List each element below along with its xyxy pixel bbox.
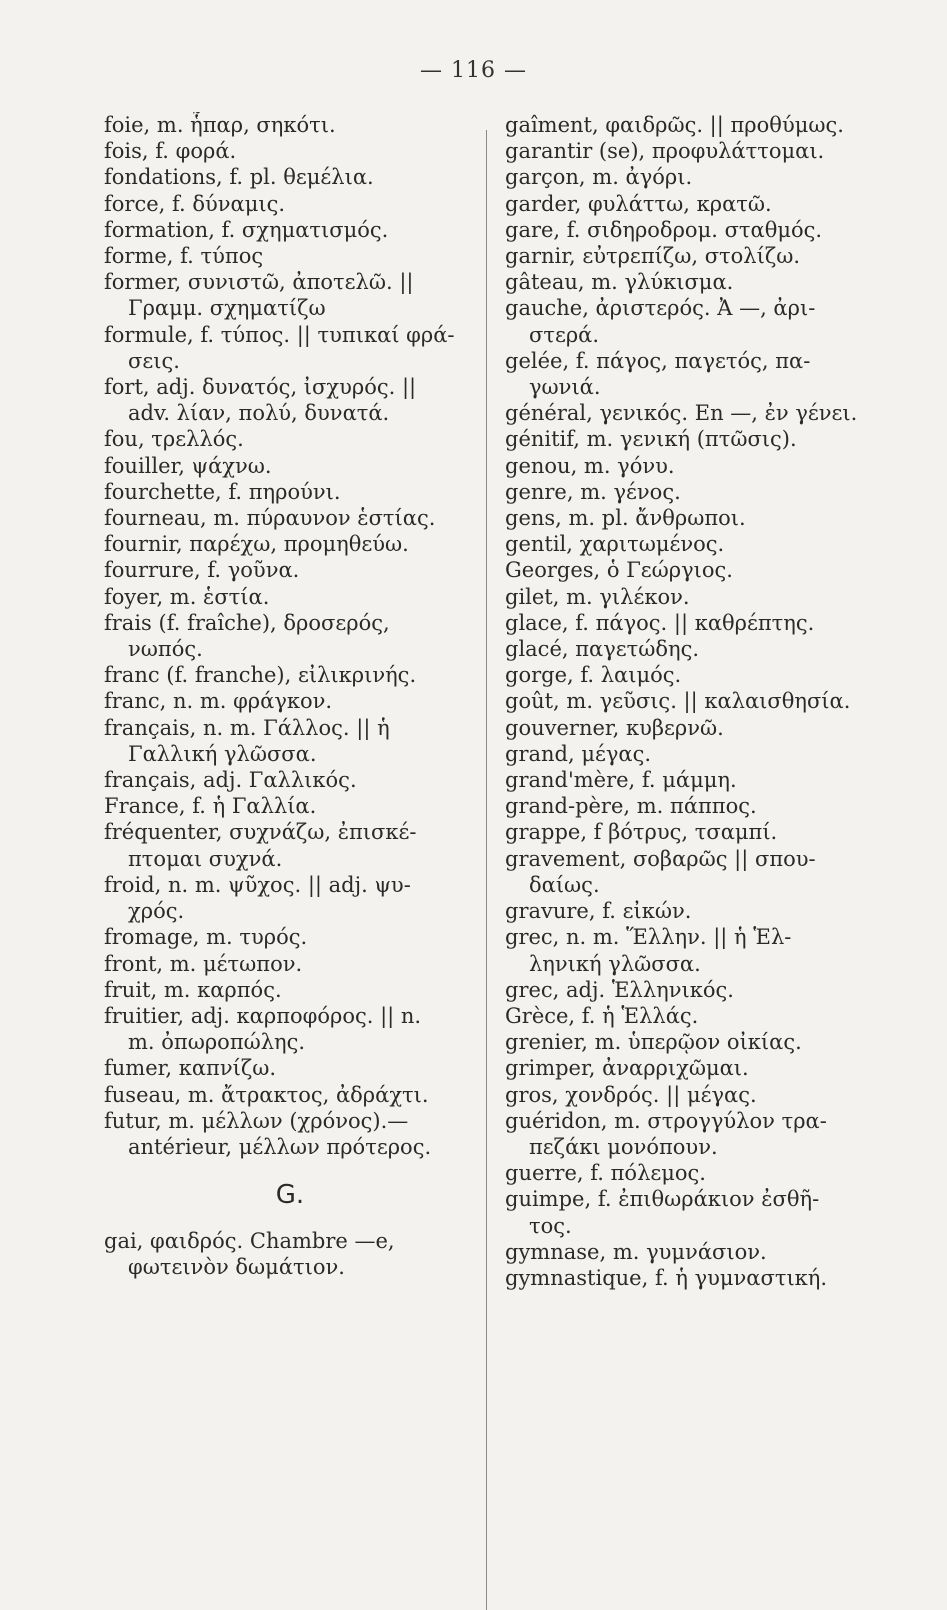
dictionary-line: fois, f. φορά. (104, 139, 237, 164)
dictionary-line: glacé, παγετώδης. (505, 637, 700, 662)
dictionary-line: grappe, f βότρυς, τσαμπί. (505, 820, 778, 845)
dictionary-line: gravement, σοβαρῶς || σπου- (505, 846, 816, 871)
dictionary-line: gymnase, m. γυμνάσιον. (505, 1239, 767, 1264)
dictionary-line: froid, n. m. ψῦχος. || adj. ψυ- (104, 872, 411, 897)
dictionary-line: δαίως. (529, 872, 600, 897)
dictionary-line: gentil, χαριτωμένος. (505, 532, 725, 557)
dictionary-line: foyer, m. ἑστία. (104, 584, 270, 609)
dictionary-line: gouverner, κυβερνῶ. (505, 715, 724, 740)
dictionary-line: garantir (se), προφυλάττομαι. (505, 139, 825, 164)
dictionary-line: φωτεινὸν δωμάτιον. (128, 1255, 345, 1280)
dictionary-line: gare, f. σιδηροδρομ. σταθμός. (505, 217, 823, 242)
right-column (505, 112, 881, 1291)
left-entries (104, 112, 476, 1160)
dictionary-line: guimpe, f. ἐπιθωράκιον ἐσθῆ- (505, 1187, 820, 1212)
dictionary-line: goût, m. γεῦσις. || καλαισθησία. (505, 689, 851, 714)
dictionary-line: ληνική γλῶσσα. (529, 951, 701, 976)
dictionary-line: guéridon, m. στρογγύλον τρα- (505, 1108, 827, 1133)
dictionary-line: adv. λίαν, πολύ, δυνατά. (128, 401, 390, 426)
dictionary-line: français, n. m. Γάλλος. || ἡ (104, 715, 390, 740)
dictionary-line: garnir, εὐτρεπίζω, στολίζω. (505, 244, 801, 269)
dictionary-line: grand'mère, f. μάμμη. (505, 768, 737, 793)
dictionary-line: force, f. δύναμις. (104, 191, 286, 216)
dictionary-line: fouiller, ψάχνω. (104, 453, 272, 478)
dictionary-line: français, adj. Γαλλικός. (104, 768, 357, 793)
dictionary-line: fourneau, m. πύραυνον ἑστίας. (104, 506, 436, 531)
dictionary-line: νωπός. (128, 637, 203, 662)
dictionary-line: gens, m. pl. ἄνθρωποι. (505, 506, 746, 531)
dictionary-line: fruitier, adj. καρποφόρος. || n. (104, 1003, 422, 1028)
dictionary-line: gymnastique, f. ἡ γυμναστική. (505, 1265, 828, 1290)
dictionary-line: gelée, f. πάγος, παγετός, πα- (505, 348, 811, 373)
dictionary-line: grec, n. m. Ἕλλην. || ἡ Ἑλ- (505, 925, 792, 950)
dictionary-line: franc, n. m. φράγκον. (104, 689, 333, 714)
column-divider (486, 130, 487, 1610)
left-column (104, 112, 476, 1281)
dictionary-line: gâteau, m. γλύκισμα. (505, 270, 734, 295)
dictionary-line: χρός. (128, 899, 185, 924)
dictionary-line: garder, φυλάττω, κρατῶ. (505, 191, 772, 216)
dictionary-line: fou, τρελλός. (104, 427, 244, 452)
page-number: — 116 — (420, 58, 527, 83)
dictionary-line: genou, m. γόνυ. (505, 453, 675, 478)
dictionary-line: franc (f. franche), εἰλικρινής. (104, 663, 417, 688)
dictionary-line: πεζάκι μονόπουν. (529, 1134, 718, 1159)
left-entries-after-section (104, 1228, 476, 1280)
dictionary-line: Georges, ὁ Γεώργιος. (505, 558, 733, 583)
dictionary-line: fruit, m. καρπός. (104, 977, 282, 1002)
dictionary-line: γωνιά. (529, 375, 601, 400)
dictionary-line: général, γενικός. En —, ἐν γένει. (505, 401, 858, 426)
dictionary-line: France, f. ἡ Γαλλία. (104, 794, 317, 819)
dictionary-line: futur, m. μέλλων (χρόνος).— (104, 1108, 409, 1133)
dictionary-line: στερά. (529, 322, 600, 347)
dictionary-line: fromage, m. τυρός. (104, 925, 308, 950)
dictionary-line: Γραμμ. σχηματίζω (128, 296, 326, 321)
dictionary-line: genre, m. γένος. (505, 479, 681, 504)
dictionary-line: fourrure, f. γοῦνα. (104, 558, 300, 583)
dictionary-line: gauche, ἀριστερός. Ἀ —, ἀρι- (505, 296, 816, 321)
dictionary-line: gai, φαιδρός. Chambre —e, (104, 1229, 395, 1254)
dictionary-line: fort, adj. δυνατός, ἰσχυρός. || (104, 375, 417, 400)
dictionary-line: gravure, f. εἰκών. (505, 899, 692, 924)
dictionary-line: m. ὀπωροπώλης. (128, 1030, 306, 1055)
dictionary-line: fuseau, m. ἄτρακτος, ἀδράχτι. (104, 1082, 429, 1107)
dictionary-line: fourchette, f. πηρούνι. (104, 479, 341, 504)
dictionary-line: frais (f. fraîche), δροσερός, (104, 610, 390, 635)
dictionary-line: grand-père, m. πάππος. (505, 794, 757, 819)
dictionary-line: forme, f. τύπος (104, 244, 264, 269)
dictionary-line: gros, χονδρός. || μέγας. (505, 1082, 757, 1107)
dictionary-line: τος. (529, 1213, 572, 1238)
dictionary-line: fréquenter, συχνάζω, ἐπισκέ- (104, 820, 417, 845)
section-letter-heading: G. (275, 1180, 305, 1211)
dictionary-line: grenier, m. ὑπερῷον οἰκίας. (505, 1030, 802, 1055)
dictionary-line: σεις. (128, 348, 180, 373)
dictionary-line: gaîment, φαιδρῶς. || προθύμως. (505, 113, 844, 137)
dictionary-line: glace, f. πάγος. || καθρέπτης. (505, 610, 815, 635)
dictionary-line: foie, m. ἧπαρ, σηκότι. (104, 113, 336, 137)
dictionary-line: gilet, m. γιλέκον. (505, 584, 690, 609)
dictionary-line: grec, adj. Ἑλληνικός. (505, 977, 734, 1002)
dictionary-line: former, συνιστῶ, ἀποτελῶ. || (104, 270, 414, 295)
dictionary-line: formule, f. τύπος. || τυπικαί φρά- (104, 322, 455, 347)
dictionary-line: antérieur, μέλλων πρότερος. (128, 1134, 432, 1159)
dictionary-line: fondations, f. pl. θεμέλια. (104, 165, 374, 190)
dictionary-line: garçon, m. ἀγόρι. (505, 165, 693, 190)
dictionary-line: πτομαι συχνά. (128, 846, 283, 871)
dictionary-line: grimper, ἀναρριχῶμαι. (505, 1056, 749, 1081)
dictionary-line: formation, f. σχηματισμός. (104, 217, 389, 242)
dictionary-line: fumer, καπνίζω. (104, 1056, 277, 1081)
dictionary-line: front, m. μέτωπον. (104, 951, 303, 976)
dictionary-line: guerre, f. πόλεμος. (505, 1161, 706, 1186)
right-entries (505, 112, 881, 1291)
dictionary-line: grand, μέγας. (505, 741, 652, 766)
dictionary-line: fournir, παρέχω, προμηθεύω. (104, 532, 409, 557)
dictionary-line: gorge, f. λαιμός. (505, 663, 682, 688)
dictionary-line: génitif, m. γενική (πτῶσις). (505, 427, 797, 452)
dictionary-line: Γαλλική γλῶσσα. (128, 741, 317, 766)
dictionary-line: Grèce, f. ἡ Ἑλλάς. (505, 1003, 699, 1028)
